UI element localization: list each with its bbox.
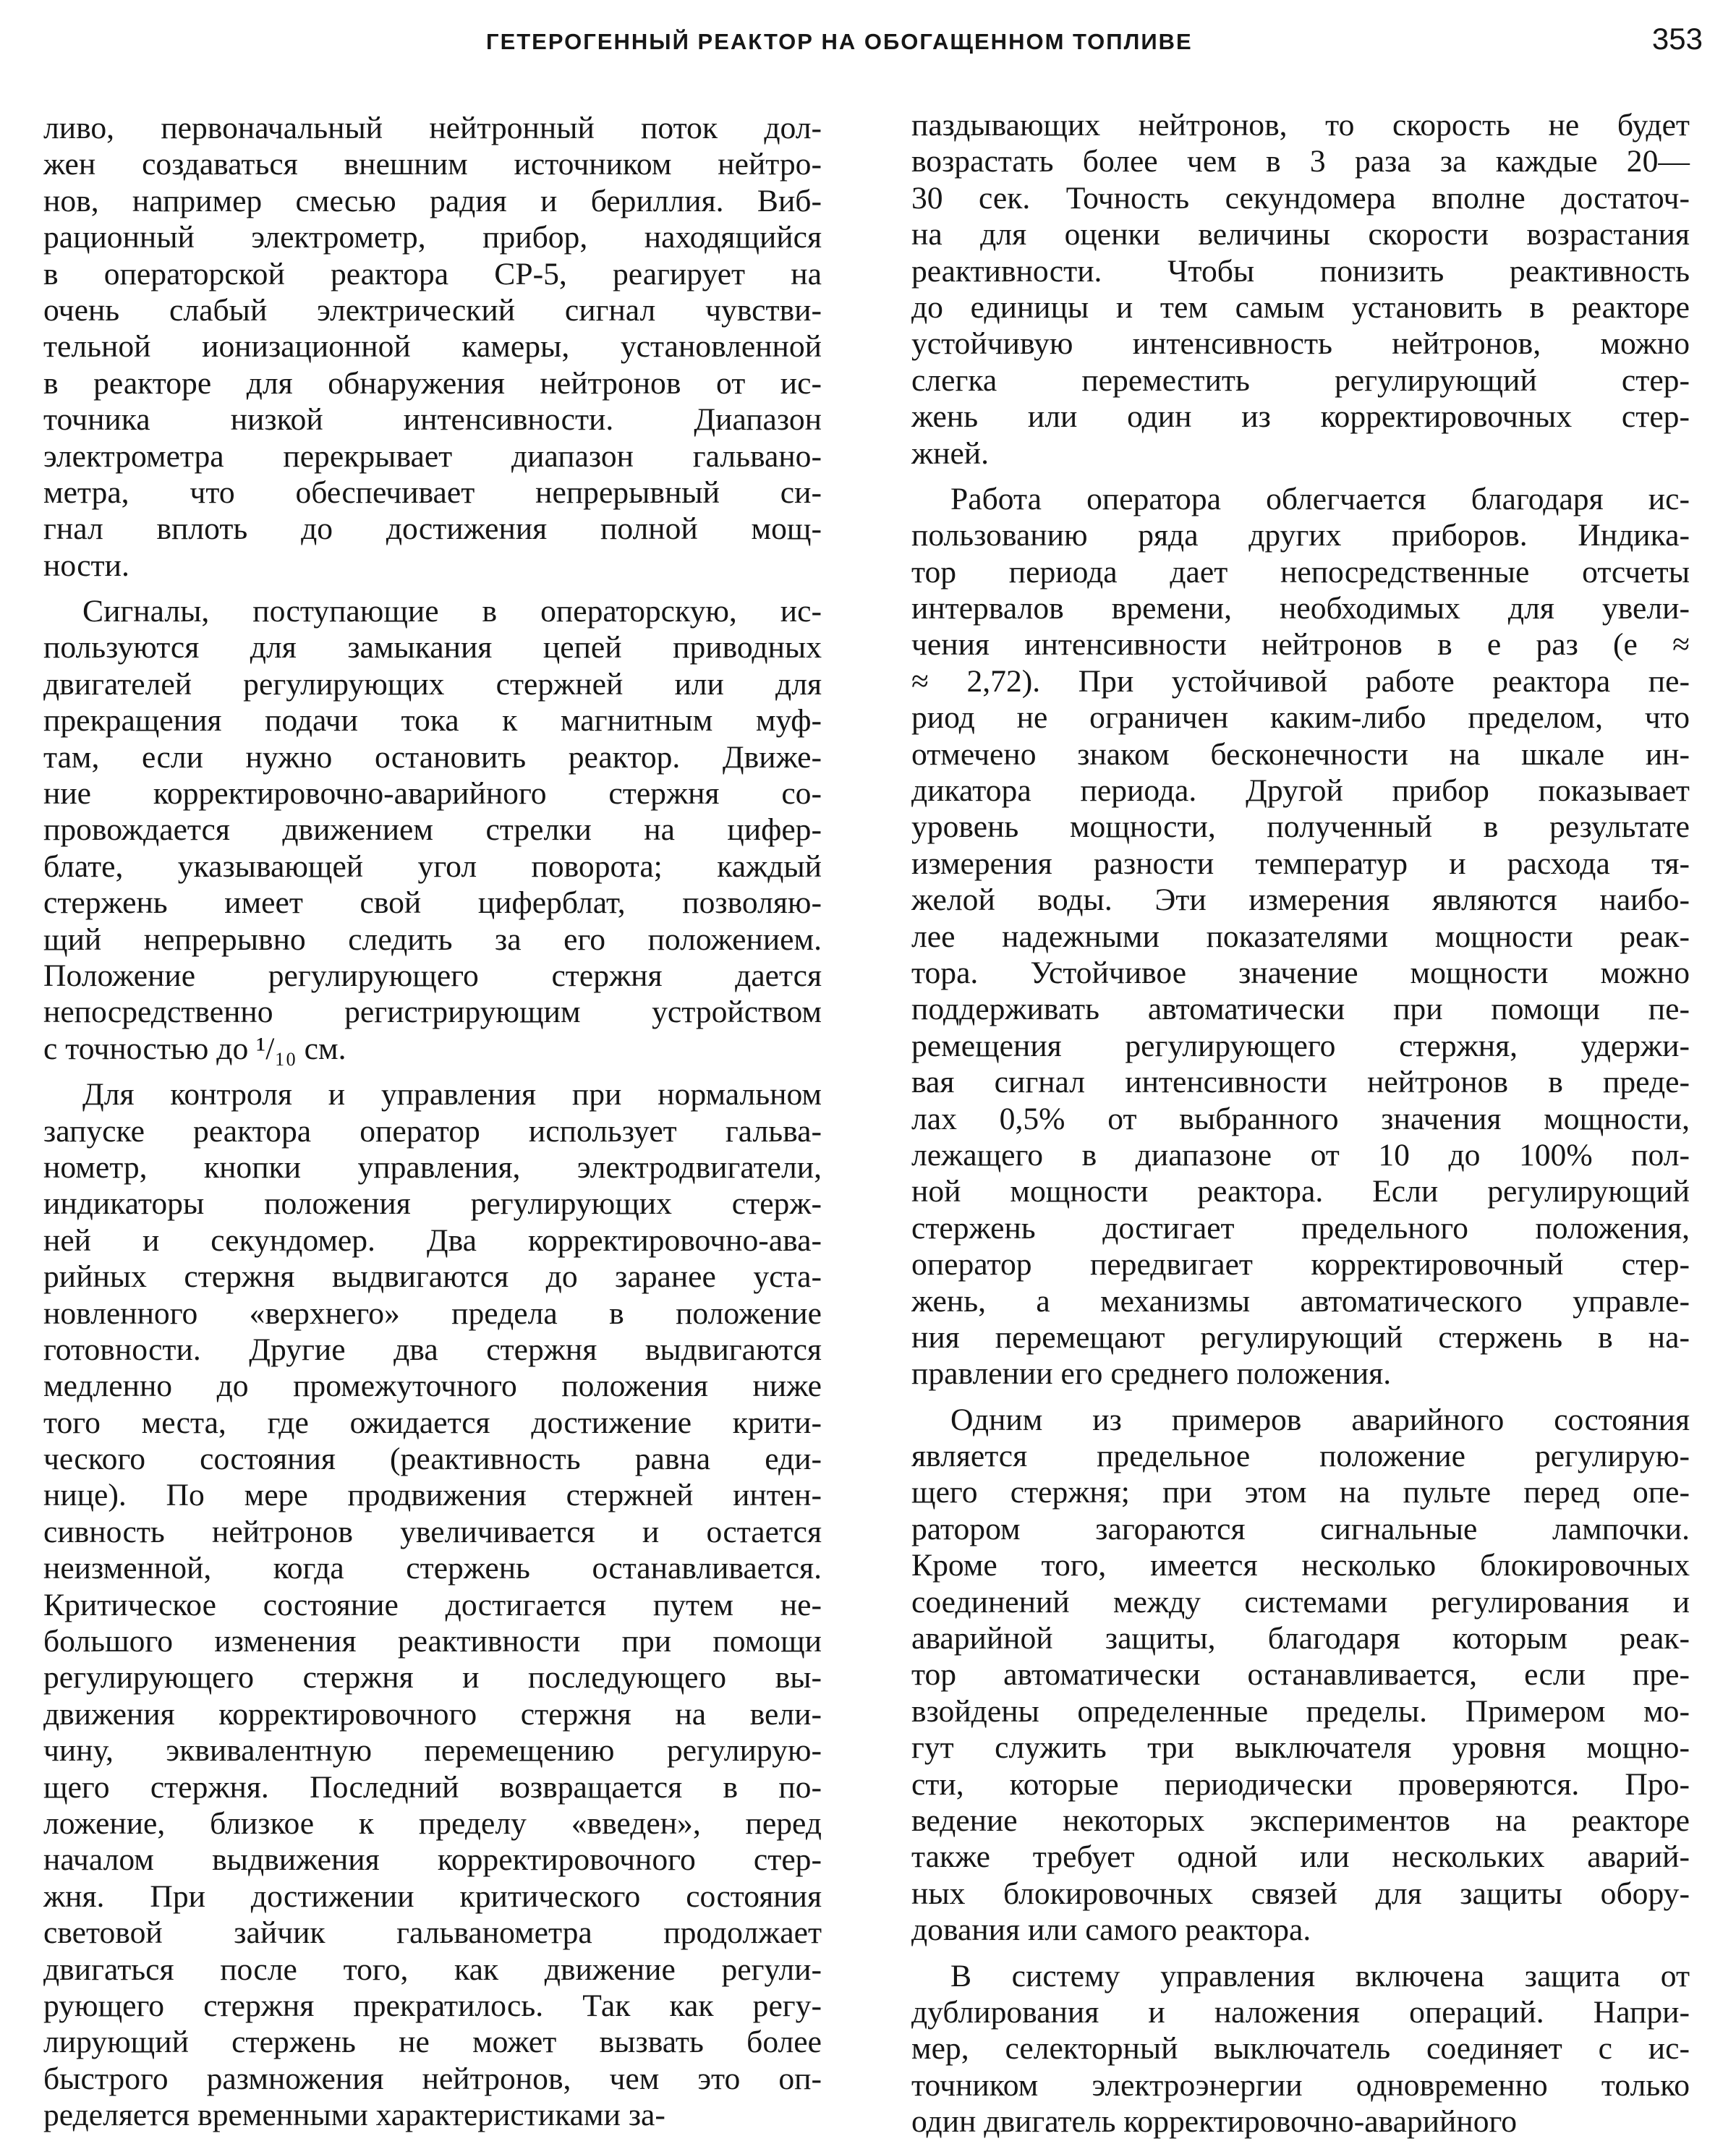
text-line: очень слабый электрический сигнал чувстви- (43, 292, 822, 328)
text-line: ремещения регулирующего стержня, удержи- (911, 1028, 1690, 1063)
text-line: быстрого размножения нейтронов, чем это оп- (43, 2061, 822, 2096)
page-number: 353 (1651, 22, 1703, 56)
text-line: прекращения подачи тока к магнитным муф- (43, 703, 822, 739)
text-line: дикатора периода. Другой прибор показывает (911, 773, 1690, 809)
paragraph (911, 1958, 1690, 2140)
text-line: паздывающих нейтронов, то скорость не будет (911, 108, 1690, 142)
paragraph (911, 1402, 1690, 1949)
text-line: там, если нужно остановить реактор. Движе- (43, 739, 822, 775)
text-line: неизменной, когда стержень останавливается. (43, 1551, 822, 1586)
text-line: ливо, первоначальный нейтронный поток дол- (43, 111, 822, 145)
text-line: точника низкой интенсивности. Диапазон (43, 402, 822, 438)
text-line: реактивности. Чтобы понизить реактивность (911, 253, 1690, 289)
text-line: тор автоматически останавливается, если пре- (911, 1657, 1690, 1693)
text-line: вая сигнал интенсивности нейтронов в преде- (911, 1065, 1690, 1100)
running-head: ГЕТЕРОГЕННЫЙ РЕАКТОР НА ОБОГАЩЕННОМ ТОПЛИВЕ (486, 29, 1193, 54)
text-line: жня. При достижении критического состояния (43, 1878, 822, 1914)
text-line: новленного «верхнего» предела в положение (43, 1295, 822, 1331)
text-line: непосредственно регистрирующим устройством (43, 995, 822, 1030)
text-line: риод не ограничен каким-либо пределом, что (911, 700, 1690, 736)
text-line: электрометра перекрывает диапазон гальвано- (43, 438, 822, 474)
text-line: большого изменения реактивности при помощи (43, 1624, 822, 1659)
paragraph (911, 481, 1690, 1392)
text-line: началом выдвижения корректировочного стер- (43, 1842, 822, 1878)
text-line: рующего стержня прекратилось. Так как регу- (43, 1988, 822, 2023)
paragraph (43, 110, 822, 584)
text-line: сивность нейтронов увеличивается и остается (43, 1514, 822, 1549)
text-line: жней. (911, 435, 990, 471)
text-line: тельной ионизационной камеры, установленной (43, 329, 822, 365)
text-line: жень или один из корректировочных стер- (911, 399, 1690, 435)
text-line: нометр, кнопки управления, электродвигатели, (43, 1149, 822, 1185)
text-line: Сигналы, поступающие в операторскую, ис- (82, 594, 822, 629)
text-line: отмечено знаком бесконечности на шкале ин- (911, 736, 1690, 772)
text-line: движения корректировочного стержня на вели- (43, 1696, 822, 1732)
text-line: сти, которые периодически проверяются. Про- (911, 1766, 1690, 1802)
text-line: уровень мощности, полученный в результате (911, 809, 1690, 845)
text-line: метра, что обеспечивает непрерывный си- (43, 475, 822, 510)
text-line: соединений между системами регулирования и (911, 1584, 1690, 1620)
text-line: также требует одной или нескольких аварий- (911, 1839, 1690, 1875)
text-line: Кроме того, имеется несколько блокировочных (911, 1548, 1690, 1583)
left-column (43, 110, 822, 2142)
text-line: провождается движением стрелки на цифер- (43, 812, 822, 848)
text-line: того места, где ожидается достижение крити- (43, 1405, 822, 1440)
text-line: рационный электрометр, прибор, находящийся (43, 220, 822, 255)
text-line: медленно до промежуточного положения ниже (43, 1369, 822, 1404)
text-line: щего стержня. Последний возвращается в по- (43, 1769, 822, 1805)
paragraph (43, 1076, 822, 2133)
text-line: на для оценки величины скорости возрастания (911, 217, 1690, 252)
text-line: готовности. Другие два стержня выдвигаются (43, 1332, 822, 1367)
text-line: точником электроэнергии одновременно только (911, 2067, 1690, 2103)
text-line: щий непрерывно следить за его положением. (43, 922, 822, 957)
text-line: нице). По мере продвижения стержней интен- (43, 1478, 822, 1513)
text-line: взойдены определенные пределы. Примером мо- (911, 1693, 1690, 1729)
text-line: ности. (43, 548, 129, 583)
text-line: Для контроля и управления при нормальном (82, 1077, 822, 1112)
text-line: ния перемещают регулирующий стержень в на- (911, 1319, 1690, 1355)
text-line: интервалов времени, необходимых для увели- (911, 591, 1690, 626)
text-line: является предельное положение регулирую- (911, 1439, 1690, 1474)
text-line: нов, например смесью радия и бериллия. Виб- (43, 183, 822, 218)
text-line: Одним из примеров аварийного состояния (950, 1402, 1690, 1437)
text-line: ней и секундомер. Два корректировочно-ава- (43, 1222, 822, 1258)
text-line: измерения разности температур и расхода тя- (911, 846, 1690, 881)
text-line: тор периода дает непосредственные отсчеты (911, 554, 1690, 590)
text-line: лирующий стержень не может вызвать более (43, 2025, 822, 2060)
text-line: возрастать более чем в 3 раза за каждые 20— (911, 144, 1690, 179)
text-line: мер, селекторный выключатель соединяет с ис- (911, 2031, 1690, 2067)
text-line: ведение некоторых экспериментов на реакторе (911, 1803, 1690, 1838)
text-line: запуске реактора оператор использует гальва- (43, 1113, 822, 1149)
text-line: 30 сек. Точность секундомера вполне достаточ- (911, 180, 1690, 216)
text-line: стержень имеет свой циферблат, позволяю- (43, 885, 822, 921)
text-line: ложение, близкое к пределу «введен», перед (43, 1805, 822, 1841)
text-line: чения интенсивности нейтронов в e раз (e ≈ (911, 627, 1690, 663)
text-line: стержень достигает предельного положения, (911, 1210, 1690, 1246)
text-line: поддерживать автоматически при помощи пе- (911, 992, 1690, 1027)
paragraph (911, 107, 1690, 472)
text-line: световой зайчик гальванометра продолжает (43, 1915, 822, 1951)
text-line: желой воды. Эти измерения являются наибо- (911, 882, 1690, 918)
text-line: Работа оператора облегчается благодаря ис- (950, 481, 1690, 516)
text-line: лах 0,5% от выбранного значения мощности, (911, 1101, 1690, 1136)
text-line: дублирования и наложения операций. Напри- (911, 1994, 1690, 2030)
text-line: ≈ 2,72). При устойчивой работе реактора пе- (911, 663, 1690, 699)
text-line: ние корректировочно-аварийного стержня со- (43, 776, 822, 812)
text-line: пользуются для замыкания цепей приводных (43, 630, 822, 665)
text-line: двигаться после того, как движение регули- (43, 1952, 822, 1987)
text-line: ной мощности реактора. Если регулирующий (911, 1174, 1690, 1209)
text-line: лежащего в диапазоне от 10 до 100% пол- (911, 1137, 1690, 1173)
text-line: один двигатель корректировочно-аварийного (911, 2104, 1518, 2140)
text-line: в операторской реактора СР-5, реагирует на (43, 256, 822, 292)
text-line: ределяется временными характеристиками за- (43, 2098, 665, 2133)
paragraph (43, 593, 822, 1067)
text-line: регулирующего стержня и последующего вы- (43, 1660, 822, 1695)
text-line: ных блокировочных связей для защиты обору- (911, 1876, 1690, 1911)
text-line: чину, эквивалентную перемещению регулирую- (43, 1733, 822, 1769)
text-line: Положение регулирующего стержня дается (43, 958, 822, 993)
text-line: лее надежными показателями мощности реак- (911, 919, 1690, 954)
text-line: пользованию ряда других приборов. Индика- (911, 518, 1690, 553)
text-line: двигателей регулирующих стержней или для (43, 666, 822, 702)
text-line: правлении его среднего положения. (911, 1356, 1392, 1392)
text-line: жень, а механизмы автоматического управле- (911, 1283, 1690, 1319)
text-line: до единицы и тем самым установить в реакторе (911, 289, 1690, 325)
text-line: индикаторы положения регулирующих стерж- (43, 1186, 822, 1222)
text-line: гут служить три выключателя уровня мощно- (911, 1730, 1690, 1766)
text-line: В систему управления включена защита от (950, 1958, 1690, 1993)
text-line: рийных стержня выдвигаются до заранее уста- (43, 1259, 822, 1295)
text-line: гнал вплоть до достижения полной мощ- (43, 511, 822, 547)
text-line: в реакторе для обнаружения нейтронов от ис- (43, 365, 822, 401)
text-line: устойчивую интенсивность нейтронов, можно (911, 326, 1690, 362)
text-line: ческого состояния (реактивность равна еди- (43, 1442, 822, 1477)
text-line: щего стержня; при этом на пульте перед опе- (911, 1475, 1690, 1510)
text-line: оператор передвигает корректировочный стер- (911, 1247, 1690, 1282)
text-line: жен создаваться внешним источником нейтро- (43, 147, 822, 182)
text-line: дования или самого реактора. (911, 1912, 1311, 1948)
text-line: слегка переместить регулирующий стер- (911, 362, 1690, 398)
text-line: с точностью до ¹/₁₀ см. (43, 1031, 346, 1066)
text-line: ратором загораются сигнальные лампочки. (911, 1511, 1690, 1546)
text-line: блате, указывающей угол поворота; каждый (43, 848, 822, 884)
text-line: тора. Устойчивое значение мощности можно (911, 955, 1690, 990)
text-line: Критическое состояние достигается путем не- (43, 1587, 822, 1622)
right-column (911, 107, 1690, 2149)
text-line: аварийной защиты, благодаря которым реак- (911, 1621, 1690, 1656)
